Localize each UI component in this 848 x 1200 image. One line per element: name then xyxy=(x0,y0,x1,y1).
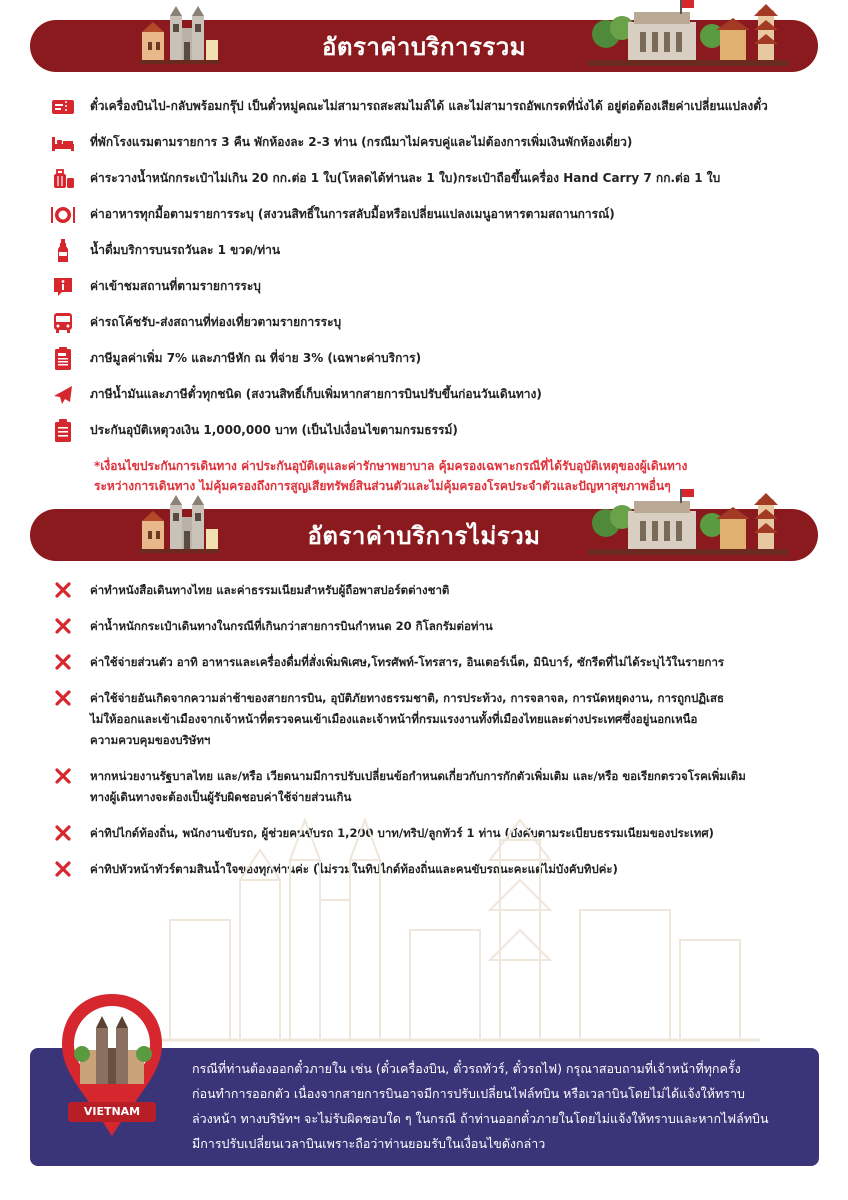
included-item-text: ภาษีน้ำมันและภาษีตั๋วทุกชนิด (สงวนสิทธิ์เก็บเพิ่มหากสายการบินปรับขึ้นก่อนวันเดินทาง) xyxy=(90,387,542,401)
footer-text xyxy=(192,1056,804,1156)
vietnam-ribbon xyxy=(68,1102,156,1122)
excluded-item-line: ค่าใช้จ่ายส่วนตัว อาทิ อาหารและเครื่องดื่มที่สั่งเพิ่มพิเศษ,โทรศัพท์-โทรสาร, อินเตอร์เน็ต, มินิบาร์, ซักรีดที่ไม่ได้ระบุไว้ในรายการ xyxy=(90,655,725,669)
excluded-item-line: หากหน่วยงานรัฐบาลไทย และ/หรือ เวียดนามมีการปรับเปลี่ยนข้อกำหนดเกี่ยวกับการกักตัวเพิ่มเติม และ/หรือ ขอเรียกตรวจโรคเพิ่มเติม xyxy=(90,769,746,783)
insurance-note-line: *เงื่อนไขประกันการเดินทาง ค่าประกันอุบัติเตุและค่ารักษาพยาบาล คุ้มครองเฉพาะกรณีที่ได้รับอุบัติเหตุของผู้เดินทาง xyxy=(94,459,688,473)
list-item xyxy=(50,276,820,312)
landmarks-illustration xyxy=(588,489,788,555)
included-list xyxy=(50,96,820,456)
cross-icon xyxy=(50,580,76,598)
excluded-item-text xyxy=(90,580,449,601)
list-item xyxy=(50,240,820,276)
cross-icon xyxy=(50,616,76,634)
included-item-text: ค่ารถโค้ชรับ-ส่งสถานที่ท่องเที่ยวตามรายการระบุ xyxy=(90,315,342,329)
list-item xyxy=(50,168,820,204)
included-item-text: น้ำดื่มบริการบนรถวันละ 1 ขวด/ท่าน xyxy=(90,243,281,257)
list-item xyxy=(50,348,820,384)
excluded-item-line: ทางผู้เดินทางจะต้องเป็นผู้รับผิดชอบค่าใช้จ่ายส่วนเกิน xyxy=(90,790,352,804)
water-bottle-icon xyxy=(50,240,76,262)
footer-line: ก่อนทำการออกตัว เนื่องจากสายการบินอาจมีการปรับเปลี่ยนไฟล์ทบิน หรือเวลาบินโดยไม่ได้แจ้งให้ทราบ xyxy=(192,1086,745,1101)
excluded-item-line: ค่าทิปไกด์ท้องถิ่น, พนักงานขับรถ, ผู้ช่วยคนขับรถ 1,200 บาท/ทริป/ลูกทัวร์ 1 ท่าน (บังคับตามระเบียบธรรมเนียมของประเทศ) xyxy=(90,826,714,840)
included-item-text: ที่พักโรงแรมตามรายการ 3 คืน พักห้องละ 2-3 ท่าน (กรณีมาไม่ครบคู่และไม่ต้องการเพิ่มเงินพักห้องเดี่ยว) xyxy=(90,135,633,149)
footer-line: ล่วงหน้า ทางบริษัทฯ จะไม่รับผิดชอบใด ๆ ในกรณี ถ้าท่านออกตั๋วภายในโดยไม่แจ้งให้ทราบและหากไฟล์ทบิน xyxy=(192,1111,769,1126)
list-item xyxy=(50,580,810,601)
cathedral-illustration xyxy=(140,491,220,553)
excluded-item-line: ความควบคุมของบริษัทฯ xyxy=(90,733,211,747)
included-item-text: ค่าอาหารทุกมื้อตามรายการระบุ (สงวนสิทธิ์ในการสลับมื้อหรือเปลี่ยนแปลงเมนูอาหารตามสถานการณ์) xyxy=(90,207,615,221)
excluded-item-text xyxy=(90,616,493,637)
luggage-icon xyxy=(50,168,76,190)
excluded-item-line: ค่าน้ำหนักกระเป๋าเดินทางในกรณีที่เกินกว่าสายการบินกำหนด 20 กิโลกรัมต่อท่าน xyxy=(90,619,493,633)
vietnam-badge xyxy=(56,990,168,1144)
insurance-note-line: ระหว่างการเดินทาง ไม่คุ้มครองถึงการสูญเสียทรัพย์สินส่วนตัวและไม่คุ้มครองโรคประจำตัวและปัญหาสุขภาพอื่นๆ xyxy=(94,479,671,493)
vat-document-icon xyxy=(50,348,76,370)
footer-line: มีการปรับเปลี่ยนเวลาบินเพราะถือว่าท่านยอมรับในเงื่อนไขดังกล่าว xyxy=(192,1136,546,1151)
airplane-icon xyxy=(50,384,76,406)
cross-icon xyxy=(50,823,76,841)
list-item xyxy=(50,204,820,240)
list-item xyxy=(50,384,820,420)
ticket-icon xyxy=(50,96,76,118)
included-banner xyxy=(30,20,818,72)
list-item xyxy=(50,616,810,637)
included-item-text: ค่าระวางน้ำหนักกระเป๋าไม่เกิน 20 กก.ต่อ 1 ใบ(โหลดได้ท่านละ 1 ใบ)กระเป๋าถือขึ้นเครื่อง Hand Carry 7 กก.ต่อ 1 ใบ xyxy=(90,171,721,185)
hotel-bed-icon xyxy=(50,132,76,154)
excluded-item-text xyxy=(90,652,724,673)
excluded-item-line: ค่าทิปหัวหน้าทัวร์ตามสินน้ำใจของทุกท่านค่ะ (ไม่รวมในทิปไกด์ท้องถิ่นและคนขับรถนะคะแต่ไม่บังคับทิปค่ะ) xyxy=(90,862,618,876)
excluded-banner xyxy=(30,509,818,561)
included-item-text: ค่าเข้าชมสถานที่ตามรายการระบุ xyxy=(90,279,261,293)
list-item xyxy=(50,312,820,348)
cathedral-illustration xyxy=(140,2,220,64)
insurance-clipboard-icon xyxy=(50,420,76,442)
included-item-text: ตั๋วเครื่องบินไป-กลับพร้อมกรุ๊ป เป็นตั๋วหมู่คณะไม่สามารถสะสมไมล์ได้ และไม่สามารถอัพเกรดที่นั่งได้ อยู่ต่อต้องเสียค่าเปลี่ยนแปลงตั๋ว xyxy=(90,99,768,113)
excluded-item-line: ไม่ให้ออกและเข้าเมืองจากเจ้าหน้าที่ตรวจคนเข้าเมืองและเจ้าหน้าที่กรมแรงงานทั้งที่เมืองไทยและต่างประเทศซึ่งอยู่นอกเหนือ xyxy=(90,712,698,726)
excluded-item-line: ค่าทำหนังสือเดินทางไทย และค่าธรรมเนียมสำหรับผู้ถือพาสปอร์ตต่างชาติ xyxy=(90,583,450,597)
cross-icon xyxy=(50,859,76,877)
skyline-watermark xyxy=(160,800,760,1050)
included-item-text: ภาษีมูลค่าเพิ่ม 7% และภาษีหัก ณ ที่จ่าย 3% (เฉพาะค่าบริการ) xyxy=(90,351,422,365)
meal-plate-icon xyxy=(50,204,76,226)
excluded-item-text xyxy=(90,688,724,751)
info-icon xyxy=(50,276,76,298)
list-item xyxy=(50,420,820,456)
bus-icon xyxy=(50,312,76,334)
included-title: อัตราค่าบริการรวม xyxy=(321,32,527,61)
footer-line: กรณีที่ท่านต้องออกตั๋วภายใน เช่น (ตั๋วเครื่องบิน, ตั๋วรถทัวร์, ตั๋วรถไฟ) กรุณาสอบถามที่เจ้าหน้าที่ทุกครั้ง xyxy=(192,1061,741,1076)
vietnam-badge-label: VIETNAM xyxy=(83,1105,141,1118)
list-item xyxy=(50,688,810,751)
landmarks-illustration xyxy=(588,0,788,66)
cross-icon xyxy=(50,688,76,706)
cross-icon xyxy=(50,652,76,670)
included-item-text: ประกันอุบัติเหตุวงเงิน 1,000,000 บาท (เป็นไปเงื่อนไขตามกรมธรรม์) xyxy=(90,423,458,437)
list-item xyxy=(50,132,820,168)
excluded-item-line: ค่าใช้จ่ายอันเกิดจากความล่าช้าของสายการบิน, อุบัติภัยทางธรรมชาติ, การประท้วง, การจลาจล, การนัดหยุดงาน, การถูกปฏิเสธ xyxy=(90,691,724,705)
cross-icon xyxy=(50,766,76,784)
list-item xyxy=(50,652,810,673)
list-item xyxy=(50,96,820,132)
excluded-title: อัตราค่าบริการไม่รวม xyxy=(307,521,541,550)
